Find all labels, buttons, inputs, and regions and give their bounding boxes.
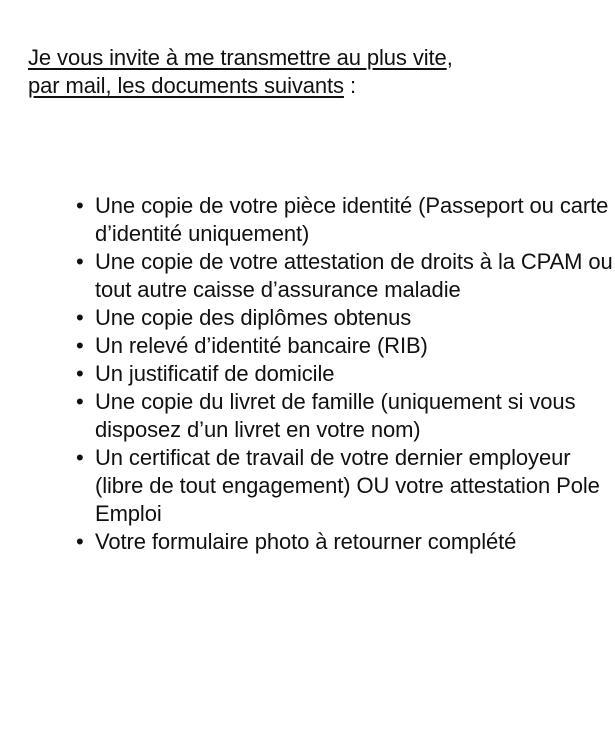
bullet-icon: •	[76, 389, 84, 414]
list-item	[76, 304, 614, 332]
bullet-icon: •	[76, 529, 84, 554]
bullet-icon: •	[76, 193, 84, 218]
list-item-text: Une copie de votre attestation de droits à la CPAM ou tout autre caisse d’assurance maladie	[95, 249, 613, 302]
bullet-icon: •	[76, 361, 84, 386]
list-item-text: Une copie des diplômes obtenus	[95, 305, 412, 330]
documents-list	[28, 192, 614, 556]
list-item	[76, 528, 614, 556]
list-item	[76, 332, 614, 360]
list-item-text: Une copie du livret de famille (uniquement si vous disposez d’un livret en votre nom)	[95, 389, 576, 442]
bullet-icon: •	[76, 333, 84, 358]
bullet-icon: •	[76, 445, 84, 470]
intro-comma: ,	[446, 45, 453, 70]
list-item-text: Un certificat de travail de votre dernier employeur (libre de tout engagement) OU votre attestation Pole Emploi	[95, 445, 600, 526]
intro-tail: :	[343, 73, 356, 98]
intro-underlined-line-2: par mail, les documents suivants	[28, 73, 344, 98]
list-item	[76, 360, 614, 388]
bullet-icon: •	[76, 249, 84, 274]
bullet-icon: •	[76, 305, 84, 330]
list-item	[76, 248, 614, 304]
list-item	[76, 388, 614, 444]
intro-paragraph	[28, 44, 595, 100]
list-item	[76, 444, 614, 528]
list-item-text: Un justificatif de domicile	[95, 361, 335, 386]
list-item-text: Une copie de votre pièce identité (Passeport ou carte d’identité uniquement)	[95, 193, 609, 246]
intro-underlined-line-1: Je vous invite à me transmettre au plus vite	[28, 45, 447, 70]
list-item-text: Un relevé d’identité bancaire (RIB)	[95, 333, 428, 358]
list-item-text: Votre formulaire photo à retourner complété	[95, 529, 517, 554]
list-item	[76, 192, 614, 248]
